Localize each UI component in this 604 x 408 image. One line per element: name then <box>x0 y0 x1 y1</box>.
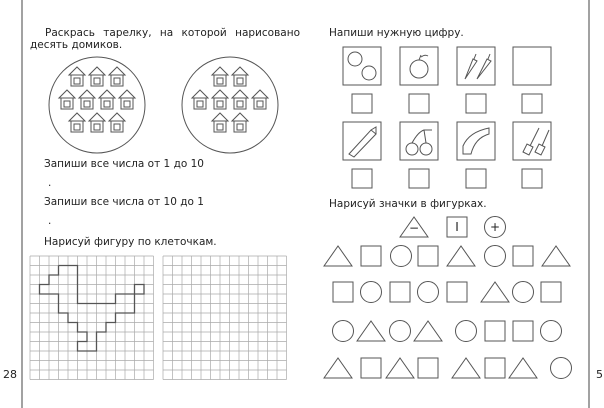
apple-icon-part <box>410 60 428 78</box>
house-roof <box>232 67 248 75</box>
house-window <box>104 101 110 107</box>
answer-box[interactable] <box>409 94 429 113</box>
answer-box[interactable] <box>522 94 542 113</box>
picture-box <box>457 47 495 85</box>
shape-square[interactable] <box>485 358 505 378</box>
house-icon <box>69 113 85 132</box>
shape-square[interactable] <box>361 358 381 378</box>
two-carrots-icon <box>465 54 491 79</box>
shape-square[interactable] <box>390 282 410 302</box>
house-window <box>114 78 120 84</box>
answer-box[interactable] <box>352 169 372 188</box>
picture-box <box>343 47 381 85</box>
cherries-icon-part <box>406 143 418 155</box>
shape-triangle[interactable] <box>452 358 480 378</box>
house-icon <box>212 113 228 132</box>
shape-circle[interactable] <box>541 321 562 342</box>
house-icon <box>99 90 115 109</box>
shape-circle[interactable] <box>456 321 477 342</box>
task-plates-line1: Раскрась тарелку, на которой нарисовано <box>45 27 300 39</box>
house-roof <box>69 113 85 121</box>
house-icon <box>89 113 105 132</box>
house-roof <box>192 90 208 98</box>
apple-icon-part <box>419 55 428 60</box>
shape-triangle[interactable] <box>324 358 352 378</box>
house-roof <box>89 67 105 75</box>
shape-circle[interactable] <box>513 282 534 303</box>
task-count-down: Запиши все числа от 10 до 1 <box>44 196 204 208</box>
answer-box[interactable] <box>522 169 542 188</box>
shape-square[interactable] <box>418 358 438 378</box>
shape-circle[interactable] <box>361 282 382 303</box>
house-icon <box>79 90 95 109</box>
shape-triangle[interactable] <box>386 358 414 378</box>
picture-box <box>513 47 551 85</box>
scarf-icon-part <box>463 128 489 154</box>
house-icon <box>69 67 85 86</box>
answer-box[interactable] <box>352 94 372 113</box>
cherries-icon-part <box>412 130 432 143</box>
shape-triangle[interactable] <box>542 246 570 266</box>
shape-square[interactable] <box>513 246 533 266</box>
task-draw-grid: Нарисуй фигуру по клеточкам. <box>44 236 217 248</box>
pencil-icon-part <box>349 127 376 157</box>
task-write-number: Напиши нужную цифру. <box>329 27 464 39</box>
house-icon <box>59 90 75 109</box>
house-roof <box>252 90 268 98</box>
house-window <box>64 101 70 107</box>
answer-box[interactable] <box>466 169 486 188</box>
shape-circle[interactable] <box>551 358 572 379</box>
page-number-right: 5 <box>596 368 603 381</box>
house-window <box>84 101 90 107</box>
shape-square[interactable] <box>333 282 353 302</box>
shape-triangle[interactable] <box>481 282 509 302</box>
shape-square[interactable] <box>447 282 467 302</box>
house-icon <box>109 67 125 86</box>
shape-triangle[interactable] <box>357 321 385 341</box>
two-balls-icon-part <box>348 52 362 66</box>
answer-box[interactable] <box>409 169 429 188</box>
house-icon <box>212 90 228 109</box>
shape-triangle[interactable] <box>324 246 352 266</box>
house-window <box>114 124 120 130</box>
shape-circle[interactable] <box>485 246 506 267</box>
house-roof <box>59 90 75 98</box>
house-icon <box>232 67 248 86</box>
house-roof <box>69 67 85 75</box>
house-window <box>257 101 263 107</box>
house-roof <box>79 90 95 98</box>
two-carrots-icon-part <box>465 54 491 79</box>
plate <box>49 57 145 153</box>
house-window <box>94 124 100 130</box>
house-window <box>237 78 243 84</box>
house-icon <box>252 90 268 109</box>
house-roof <box>212 113 228 121</box>
two-shovels-icon-part <box>523 128 549 155</box>
shape-circle[interactable] <box>418 282 439 303</box>
apple-icon <box>410 55 428 78</box>
house-window <box>237 124 243 130</box>
house-window <box>74 124 80 130</box>
plate <box>182 57 278 153</box>
answer-count-up[interactable]: . <box>48 177 52 189</box>
house-roof <box>212 67 228 75</box>
house-roof <box>109 67 125 75</box>
shape-square[interactable] <box>418 246 438 266</box>
house-window <box>237 101 243 107</box>
house-icon <box>232 90 248 109</box>
answer-count-down[interactable]: . <box>48 215 52 227</box>
bird-figure <box>40 266 145 352</box>
shape-circle[interactable] <box>390 321 411 342</box>
house-roof <box>89 113 105 121</box>
shape-triangle[interactable] <box>509 358 537 378</box>
answer-box[interactable] <box>466 94 486 113</box>
two-balls-icon-part <box>362 66 376 80</box>
house-roof <box>109 113 125 121</box>
shape-triangle[interactable] <box>447 246 475 266</box>
shape-square[interactable] <box>541 282 561 302</box>
task-draw-signs: Нарисуй значки в фигурках. <box>329 198 487 210</box>
house-icon <box>109 113 125 132</box>
shape-circle[interactable] <box>391 246 412 267</box>
cherries-icon <box>406 130 432 155</box>
shape-square[interactable] <box>513 321 533 341</box>
house-icon <box>212 67 228 86</box>
picture-box <box>400 47 438 85</box>
house-icon <box>192 90 208 109</box>
two-shovels-icon <box>523 128 549 155</box>
pencil-icon <box>349 127 376 157</box>
house-icon <box>119 90 135 109</box>
shape-circle[interactable] <box>333 321 354 342</box>
shape-square[interactable] <box>361 246 381 266</box>
task-count-up: Запиши все числа от 1 до 10 <box>44 158 204 170</box>
picture-box <box>400 122 438 160</box>
house-window <box>217 101 223 107</box>
cherries-icon-part <box>420 143 432 155</box>
house-roof <box>212 90 228 98</box>
house-window <box>94 78 100 84</box>
empty-grid <box>163 256 287 380</box>
task-plates-line2: десять домиков. <box>30 39 123 51</box>
house-window <box>217 78 223 84</box>
house-roof <box>99 90 115 98</box>
house-roof <box>232 90 248 98</box>
two-balls-icon <box>348 52 376 80</box>
house-window <box>197 101 203 107</box>
legend-sign: + <box>489 220 501 234</box>
legend-sign: I <box>455 220 459 234</box>
house-roof <box>119 90 135 98</box>
shape-square[interactable] <box>485 321 505 341</box>
shape-triangle[interactable] <box>414 321 442 341</box>
house-window <box>74 78 80 84</box>
house-icon <box>232 113 248 132</box>
scarf-icon <box>463 128 489 154</box>
legend-sign: − <box>408 221 420 235</box>
house-roof <box>232 113 248 121</box>
house-window <box>124 101 130 107</box>
house-window <box>217 124 223 130</box>
page-number-left: 28 <box>3 368 17 381</box>
house-icon <box>89 67 105 86</box>
